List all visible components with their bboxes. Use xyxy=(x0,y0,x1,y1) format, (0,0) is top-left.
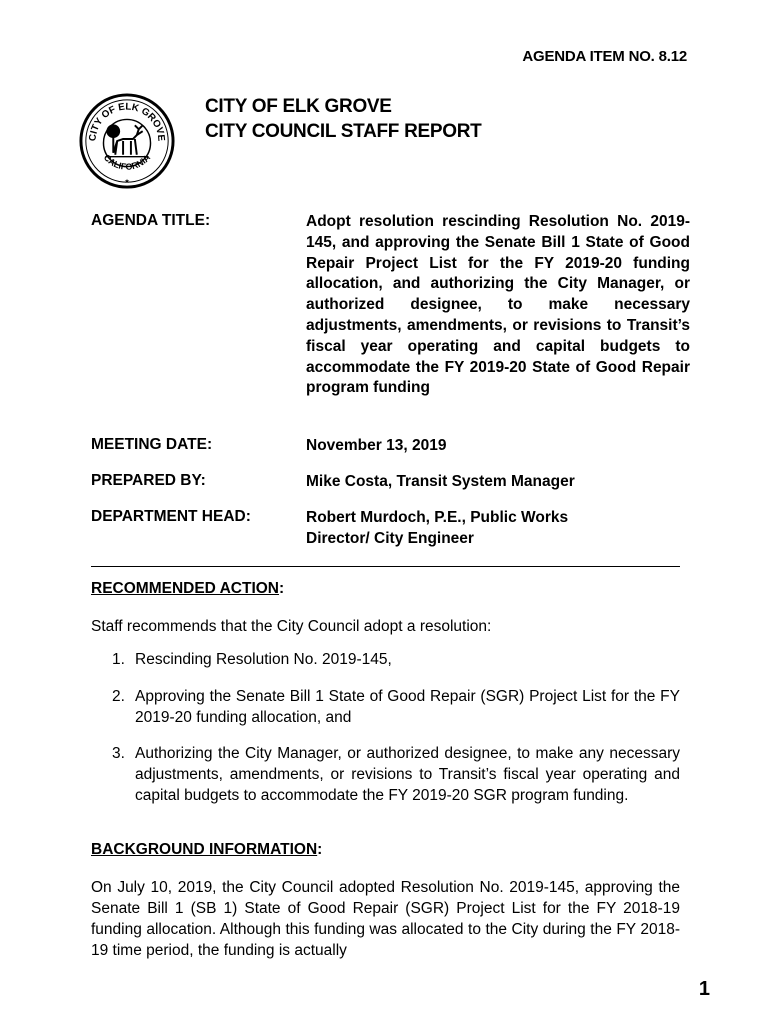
background-heading-text: BACKGROUND INFORMATION xyxy=(91,841,318,858)
svg-text:★: ★ xyxy=(124,179,130,186)
list-item-number: 1. xyxy=(112,651,125,668)
list-item xyxy=(91,744,680,806)
title-report-type: CITY COUNCIL STAFF REPORT xyxy=(205,121,482,142)
department-head-label: DEPARTMENT HEAD: xyxy=(91,508,251,525)
prepared-by-label: PREPARED BY: xyxy=(91,472,206,489)
recommended-action-intro: Staff recommends that the City Council adopt a resolution: xyxy=(91,618,492,635)
list-item-text: Approving the Senate Bill 1 State of Good Repair (SGR) Project List for the FY 2019-20 funding allocation, and xyxy=(135,687,680,726)
recommended-action-heading xyxy=(91,580,284,598)
meeting-date-label: MEETING DATE: xyxy=(91,436,213,453)
agenda-title-label: AGENDA TITLE: xyxy=(91,212,211,229)
agenda-item-number: AGENDA ITEM NO. 8.12 xyxy=(522,48,687,65)
agenda-title-value: Adopt resolution rescinding Resolution No. 2019-145, and approving the Senate Bill 1 State of Good Repair Project List for the FY 2019-20 funding allocation, and authorizing the City Manager, or authorized designee, to make necessary adjustments, amendments, or revisions to Transit’s fiscal year operating and capital budgets to accommodate the FY 2019-20 State of Good Repair program funding xyxy=(306,213,690,397)
svg-text:CITY OF ELK GROVE: CITY OF ELK GROVE xyxy=(87,101,167,142)
list-item-number: 3. xyxy=(112,745,125,763)
list-item-text: Rescinding Resolution No. 2019-145, xyxy=(135,651,392,668)
list-item-number: 2. xyxy=(112,687,125,705)
svg-text:CALIFORNIA: CALIFORNIA xyxy=(101,152,153,172)
background-heading-colon: : xyxy=(317,841,323,858)
background-heading xyxy=(91,841,322,859)
title-city: CITY OF ELK GROVE xyxy=(205,96,392,117)
list-item-text: Authorizing the City Manager, or authorized designee, to make any necessary adjustments, amendments, or revisions to Transit’s fiscal year operating and capital budgets to accommodate the FY 2019-20 SGR program funding. xyxy=(135,745,680,804)
report-title xyxy=(205,94,481,144)
department-head-value: Robert Murdoch, P.E., Public Works Director/ City Engineer xyxy=(306,509,569,547)
recommended-action-heading-text: RECOMMENDED ACTION xyxy=(91,580,280,597)
meeting-date-value: November 13, 2019 xyxy=(306,437,447,454)
header-divider xyxy=(91,566,680,567)
list-item xyxy=(91,650,680,671)
list-item xyxy=(91,687,680,729)
prepared-by-value: Mike Costa, Transit System Manager xyxy=(306,473,575,490)
page-number: 1 xyxy=(698,978,710,1000)
recommended-action-heading-colon: : xyxy=(279,580,285,597)
city-seal-icon xyxy=(78,92,176,190)
recommended-action-list xyxy=(91,650,680,823)
background-paragraph: On July 10, 2019, the City Council adopted Resolution No. 2019-145, approving the Senate Bill 1 (SB 1) State of Good Repair (SGR) Project List for the FY 2018-19 funding allocation. Although this funding was allocated to the City during the FY 2018-19 time period, the funding is actually xyxy=(91,879,680,959)
